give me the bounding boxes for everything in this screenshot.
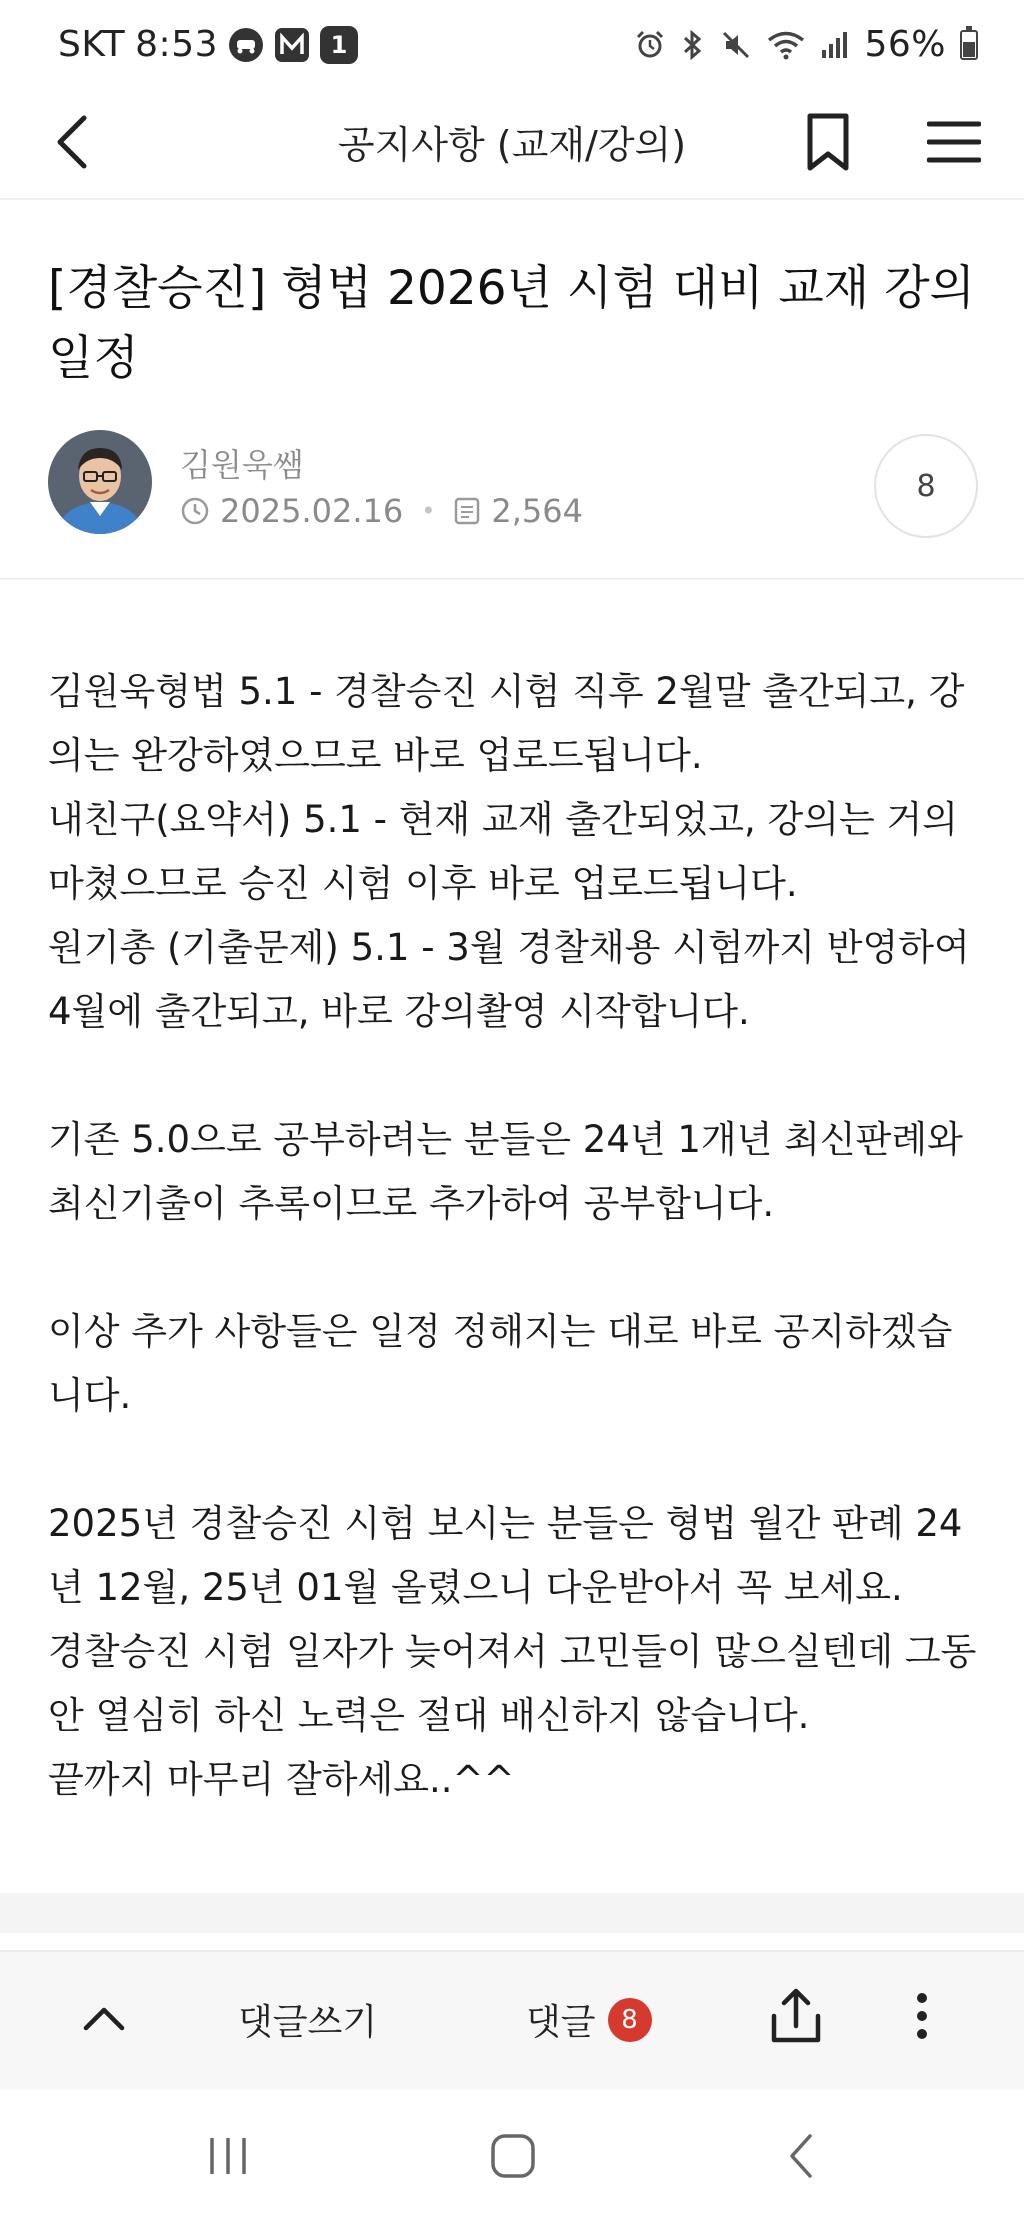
body-paragraph: 경찰승진 시험 일자가 늦어져서 고민들이 많으실텐데 그동안 열심히 하신 노력은 절대 배신하지 않습니다. [48, 1630, 977, 1737]
alarm-icon [634, 29, 666, 61]
m-icon [274, 27, 310, 63]
battery-level-fill [963, 42, 975, 57]
comments-label: 댓글 [526, 2002, 596, 2043]
bluetooth-icon [680, 29, 706, 61]
more-vertical-icon [916, 1992, 928, 2040]
body-paragraph: 이상 추가 사항들은 일정 정해지는 대로 바로 공지하겠습니다. [48, 1310, 953, 1417]
menu-button[interactable] [924, 104, 984, 180]
document-icon [453, 496, 481, 526]
back-arrow-icon [786, 2133, 816, 2179]
article-body [48, 660, 988, 1812]
status-right [634, 24, 978, 65]
bookmark-icon [804, 112, 852, 172]
notification-count-badge: 1 [320, 26, 358, 64]
recent-apps-icon [206, 2136, 250, 2176]
app-bar [0, 100, 1024, 200]
paragraph-gap [48, 1236, 988, 1300]
recent-apps-button[interactable] [193, 2126, 263, 2186]
share-icon [768, 1986, 824, 2046]
signal-icon [820, 30, 850, 60]
body-paragraph: 끝까지 마무리 잘하세요..^^ [48, 1758, 515, 1801]
paragraph-gap [48, 1428, 988, 1492]
article-meta [180, 492, 583, 530]
page-title: 공지사항 (교재/강의) [337, 123, 687, 167]
battery-percent: 56% [864, 24, 946, 65]
system-back-button[interactable] [766, 2126, 836, 2186]
author-name[interactable]: 김원욱쌤 [180, 446, 304, 484]
status-bar [0, 0, 1024, 100]
clock: 8:53 [135, 24, 218, 65]
mute-icon [720, 29, 752, 61]
home-icon [490, 2133, 536, 2179]
meta-separator: • [421, 497, 436, 525]
avatar[interactable] [48, 430, 152, 534]
scroll-top-button[interactable] [74, 1988, 134, 2048]
post-date: 2025.02.16 [220, 492, 404, 530]
author-photo [48, 430, 152, 534]
status-left [58, 24, 358, 65]
body-paragraph: 내친구(요약서) 5.1 - 현재 교재 출간되었고, 강의는 거의 마쳤으므로 승진 시험 이후 바로 업로드됩니다. [48, 798, 958, 905]
body-paragraph: 김원욱형법 5.1 - 경찰승진 시험 직후 2월말 출간되고, 강의는 완강하였으므로 바로 업로드됩니다. [48, 670, 965, 777]
carrier-label: SKT [58, 24, 126, 65]
car-icon [228, 27, 264, 63]
more-options-button[interactable] [904, 1982, 940, 2050]
body-paragraph: 기존 5.0으로 공부하려는 분들은 24년 1개년 최신판례와 최신기출이 추록이므로 추가하여 공부합니다. [48, 1118, 963, 1225]
clock-icon [180, 496, 210, 526]
comments-count-badge: 8 [608, 1998, 652, 2042]
hamburger-menu-icon [927, 120, 981, 164]
comment-count-button[interactable]: 8 [874, 434, 978, 538]
paragraph-gap [48, 1044, 988, 1108]
write-comment-button[interactable]: 댓글쓰기 [238, 2002, 378, 2043]
battery-icon [960, 30, 978, 60]
comments-button[interactable] [526, 1994, 652, 2045]
wifi-icon [766, 29, 806, 61]
body-paragraph: 2025년 경찰승진 시험 보시는 분들은 형법 월간 판례 24년 12월, 25년 01월 올렸으니 다운받아서 꼭 보세요. [48, 1502, 963, 1609]
author-row [48, 430, 978, 540]
chevron-up-icon [82, 2004, 126, 2032]
article-title: [경찰승진] 형법 2026년 시험 대비 교재 강의 일정 [48, 261, 975, 386]
view-count: 2,564 [491, 492, 583, 530]
content-footer-band [0, 1893, 1024, 1933]
bookmark-button[interactable] [798, 104, 858, 180]
body-paragraph: 원기총 (기출문제) 5.1 - 3월 경찰채용 시험까지 반영하여 4월에 출간되고, 바로 강의촬영 시작합니다. [48, 926, 970, 1033]
divider [0, 578, 1024, 580]
system-nav-bar [0, 2090, 1024, 2219]
bottom-action-bar [0, 1950, 1024, 2090]
home-button[interactable] [478, 2126, 548, 2186]
share-button[interactable] [764, 1982, 828, 2050]
